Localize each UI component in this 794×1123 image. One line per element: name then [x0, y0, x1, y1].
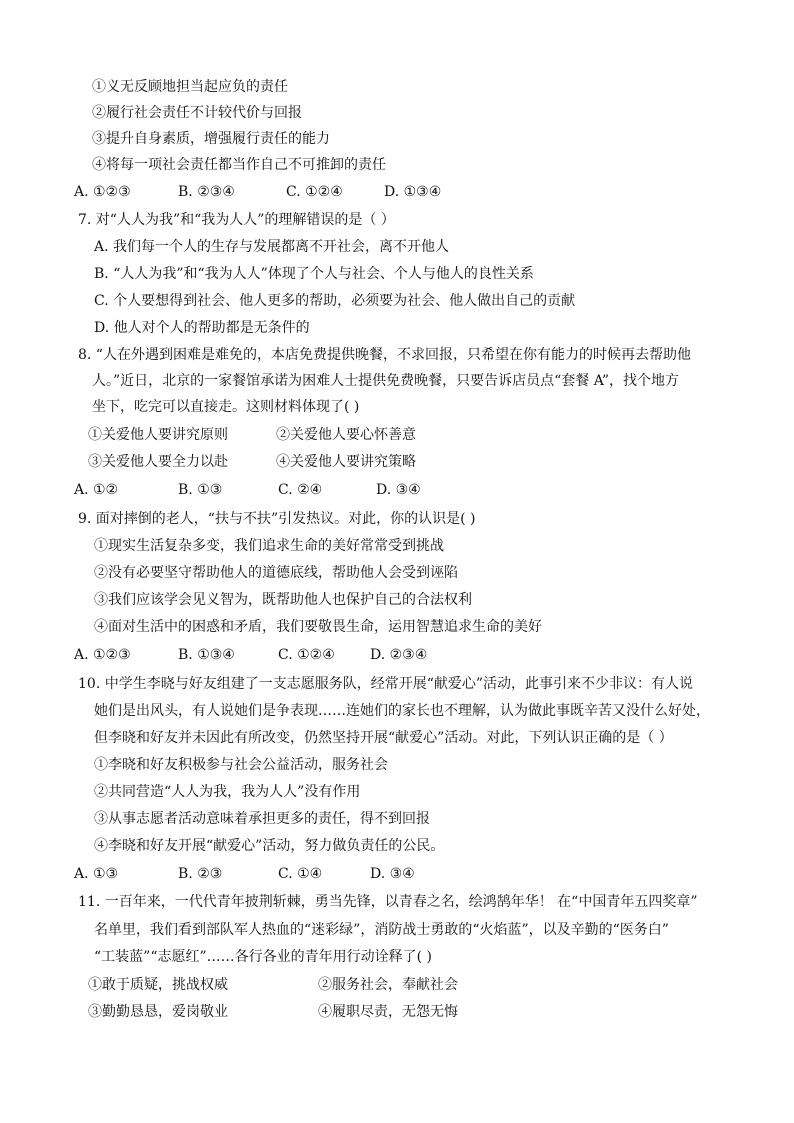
q9-option-b: B. ①③④	[178, 647, 235, 663]
q10-statement-4: ④李晓和好友开展“献爱心”活动，努力做负责任的公民。	[94, 838, 445, 854]
q6-option-a: A. ①②③	[74, 184, 131, 200]
q10-option-d: D. ③④	[370, 866, 415, 882]
q6-statement-3: ③提升自身素质，增强履行责任的能力	[92, 131, 330, 147]
q8-option-b: B. ①③	[178, 482, 223, 498]
q9-statement-4: ④面对生活中的困惑和矛盾，我们要敬畏生命，运用智慧追求生命的美好	[94, 619, 542, 635]
q9-stem: 9. 面对摔倒的老人，“扶与不扶”引发热议。对此，你的认识是( )	[78, 511, 476, 527]
q9-statement-3: ③我们应该学会见义智为，既帮助他人也保护自己的合法权利	[94, 592, 472, 608]
q10-stem-line-3: 但李晓和好友并未因此有所改变，仍然坚持开展“献爱心”活动。对此，下列认识正确的是（ ）	[94, 730, 673, 746]
q9-option-a: A. ①②③	[74, 647, 131, 663]
q11-statement-4: ④履职尽责，无怨无悔	[318, 1004, 458, 1020]
q6-statement-1: ①义无反顾地担当起应负的责任	[92, 79, 288, 95]
q8-stem-line-2: 人。”近日，北京的一家餐馆承诺为困难人士提供免费晚餐，只要告诉店员点“套餐 A”，找个地方	[92, 373, 679, 389]
q6-option-c: C. ①②④	[286, 184, 343, 200]
q10-statement-2: ②共同营造“人人为我，我为人人”没有作用	[94, 784, 361, 800]
q6-statement-2: ②履行社会责任不计较代价与回报	[92, 105, 302, 121]
q8-option-c: C. ②④	[278, 482, 323, 498]
q7-option-d: D. 他人对个人的帮助都是无条件的	[94, 320, 310, 336]
q10-stem-line-2: 她们是出风头，有人说她们是争表现……连她们的家长也不理解，认为做此事既辛苦又没什么好处，	[94, 703, 710, 719]
q8-statement-3: ③关爱他人要全力以赴	[88, 454, 228, 470]
q9-option-c: C. ①②④	[278, 647, 335, 663]
q6-statement-4: ④将每一项社会责任都当作自己不可推卸的责任	[92, 157, 386, 173]
q7-option-a: A. 我们每一个人的生存与发展都离不开社会，离不开他人	[94, 239, 450, 255]
q11-statement-2: ②服务社会，奉献社会	[318, 977, 458, 993]
q11-stem-line-1: 11. 一百年来，一代代青年披荆斩棘，勇当先锋，以青春之名，绘鸿鹄年华！ 在“中国青年五四奖章”	[78, 894, 698, 910]
q11-statement-3: ③勤勤恳恳，爱岗敬业	[88, 1004, 228, 1020]
q11-statement-1: ①敢于质疑，挑战权威	[88, 977, 228, 993]
q6-option-b: B. ②③④	[178, 184, 235, 200]
q8-statement-1: ①关爱他人要讲究原则	[88, 427, 228, 443]
q6-option-d: D. ①③④	[384, 184, 442, 200]
q8-option-d: D. ③④	[376, 482, 421, 498]
q8-option-a: A. ①②	[74, 482, 119, 498]
q8-stem-line-1: 8. “人在外遇到困难是难免的，本店免费提供晚餐，不求回报，只希望在你有能力的时候再去帮助他	[78, 347, 691, 363]
q9-statement-1: ①现实生活复杂多变，我们追求生命的美好常常受到挑战	[94, 538, 444, 554]
q11-stem-line-2: 名单里，我们看到部队军人热血的“迷彩绿”，消防战士勇敢的“火焰蓝”，以及辛勤的“医务白”	[94, 922, 669, 938]
q10-statement-3: ③从事志愿者活动意味着承担更多的责任，得不到回报	[94, 811, 430, 827]
q7-stem: 7. 对“人人为我”和“我为人人”的理解错误的是（ ）	[78, 212, 395, 228]
q7-option-c: C. 个人要想得到社会、他人更多的帮助，必须要为社会、他人做出自己的贡献	[94, 293, 576, 309]
q10-option-c: C. ①④	[278, 866, 323, 882]
q8-statement-4: ④关爱他人要讲究策略	[276, 454, 416, 470]
q10-option-a: A. ①③	[74, 866, 119, 882]
q11-stem-line-3: “工装蓝”“志愿红”……各行各业的青年用行动诠释了( )	[94, 949, 433, 965]
q10-stem-line-1: 10. 中学生李晓与好友组建了一支志愿服务队，经常开展“献爱心”活动，此事引来不少非议：有人说	[78, 676, 694, 692]
q8-stem-line-3: 坐下，吃完可以直接走。这则材料体现了( )	[92, 399, 360, 415]
q7-option-b: B. “人人为我”和“我为人人”体现了个人与社会、个人与他人的良性关系	[94, 266, 534, 282]
q8-statement-2: ②关爱他人要心怀善意	[276, 427, 416, 443]
q10-statement-1: ①李晓和好友积极参与社会公益活动，服务社会	[94, 757, 388, 773]
q10-option-b: B. ②③	[178, 866, 223, 882]
q9-option-d: D. ②③④	[370, 647, 428, 663]
q9-statement-2: ②没有必要坚守帮助他人的道德底线，帮助他人会受到诬陷	[94, 565, 458, 581]
